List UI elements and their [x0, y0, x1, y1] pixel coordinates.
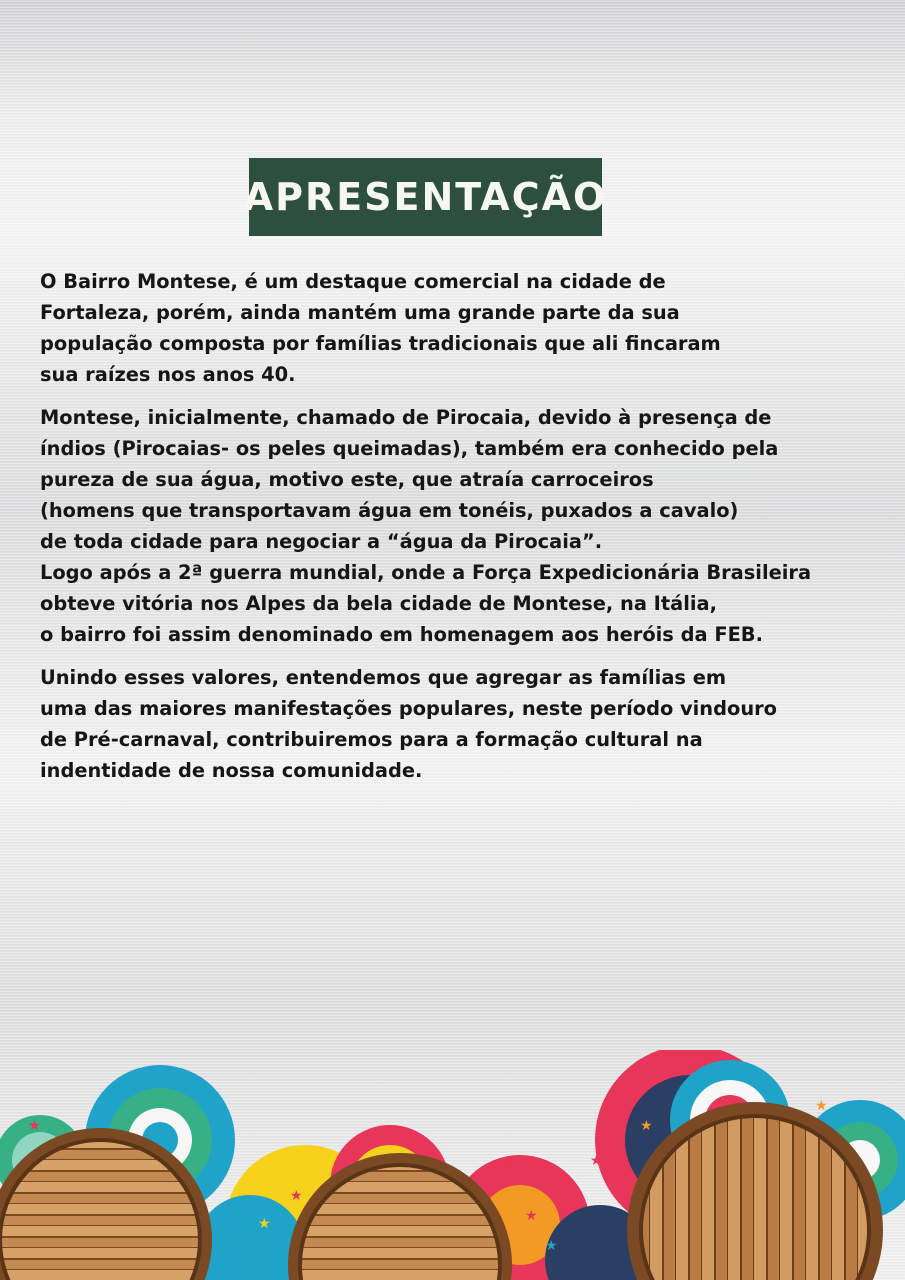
paragraph-line: O Bairro Montese, é um destaque comercial na cidade de — [40, 270, 666, 293]
body-text — [40, 266, 880, 786]
paragraph-line: índios (Pirocaias- os peles queimadas), também era conhecido pela — [40, 437, 779, 460]
paragraph-line: Logo após a 2ª guerra mundial, onde a Força Expedicionária Brasileira — [40, 561, 812, 584]
svg-text:★: ★ — [500, 1158, 513, 1174]
title-banner — [243, 158, 608, 236]
svg-text:★: ★ — [545, 1238, 558, 1254]
paragraph-line: indentidade de nossa comunidade. — [40, 759, 423, 782]
paragraph-line: obteve vitória nos Alpes da bela cidade de Montese, na Itália, — [40, 592, 717, 615]
svg-text:★: ★ — [290, 1188, 303, 1204]
paragraph-line: sua raízes nos anos 40. — [40, 363, 296, 386]
paragraph-line: pureza de sua água, motivo este, que atraía carroceiros — [40, 468, 654, 491]
svg-text:★: ★ — [640, 1118, 653, 1134]
paragraph-line: Unindo esses valores, entendemos que agregar as famílias em — [40, 666, 727, 689]
svg-text:★: ★ — [815, 1098, 828, 1114]
paragraph-line: população composta por famílias tradicionais que ali fincaram — [40, 332, 721, 355]
paragraph-line: (homens que transportavam água em tonéis, puxados a cavalo) — [40, 499, 739, 522]
paragraph-2 — [40, 402, 880, 650]
paragraph-1 — [40, 266, 880, 390]
svg-text:★: ★ — [28, 1118, 41, 1134]
paragraph-3 — [40, 662, 880, 786]
page-title: APRESENTAÇÃO — [243, 175, 608, 219]
carnival-decoration — [0, 1050, 905, 1280]
paragraph-line: de Pré-carnaval, contribuiremos para a formação cultural na — [40, 728, 703, 751]
svg-text:★: ★ — [590, 1153, 603, 1169]
paragraph-line: o bairro foi assim denominado em homenagem aos heróis da FEB. — [40, 623, 763, 646]
paragraph-line: Montese, inicialmente, chamado de Pirocaia, devido à presença de — [40, 406, 772, 429]
svg-text:★: ★ — [525, 1208, 538, 1224]
paragraph-line: Fortaleza, porém, ainda mantém uma grande parte da sua — [40, 301, 680, 324]
svg-text:★: ★ — [258, 1216, 271, 1232]
paragraph-line: uma das maiores manifestações populares, neste período vindouro — [40, 697, 778, 720]
paragraph-line: de toda cidade para negociar a “água da Pirocaia”. — [40, 530, 603, 553]
